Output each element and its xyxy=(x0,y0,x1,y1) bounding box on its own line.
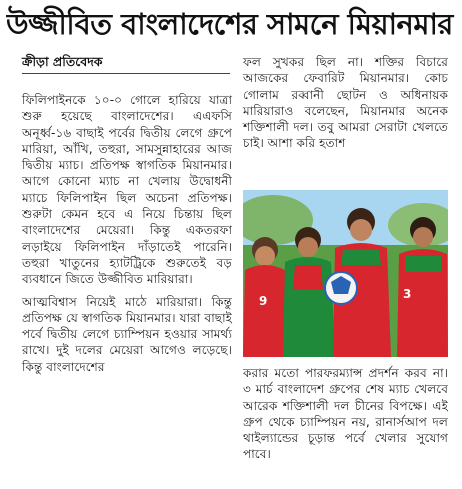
byline-divider xyxy=(22,73,230,74)
paragraph-1: ফিলিপাইনকে ১০-০ গোলে হারিয়ে যাত্রা শুরু হয়েছে বাংলাদেশের। এএফসি অনূর্ধ্ব-১৬ বাছাই পর্বের দ্বিতীয় লেগে গ্রুপে মারিয়া, আঁখি, তহুরা, সামসুন্নাহারের আজ দ্বিতীয় ম্যাচ। প্রতিপক্ষ স্বাগতিক মিয়ানমার। আগে কোনো ম্যাচ না খেলায় উদ্বোধনী ম্যাচে ফিলিপাইন ছিল অচেনা প্রতিপক্ষ। শুরুটা কেমন হবে এ নিয়ে চিন্তায় ছিল বাংলাদেশের মেয়েরা। কিন্তু একতরফা লড়াইয়ে ফিলিপাইন দাঁড়াতেই পারেনি। তহুরা খাতুনের হ্যাটট্রিকে শুরুতেই বড় ব্যবধানে জিতে উজ্জীবিত মারিয়ারা। xyxy=(22,93,232,287)
svg-text:9: 9 xyxy=(259,294,268,308)
paragraph-4: করার মতো পারফরম্যান্স প্রদর্শন করব না। ৩ মার্চ বাংলাদেশ গ্রুপের শেষ ম্যাচ খেলবে আরেক শক্তিশালী দল চীনের বিপক্ষে। এই গ্রুপ থেকে চ্যাম্পিয়ন নয়, রানার্সআপ দল থাইল্যান্ডের চূড়ান্ত পর্বে খেলার সুযোগ পাবে। xyxy=(243,366,448,462)
paragraph-3: ফল সুখকর ছিল না। শক্তির বিচারে আজকের ফেবারিট মিয়ানমার। কোচ গোলাম রব্বানী ছোটন ও অধিনায়ক মারিয়ারাও বলেছেন, মিয়ানমার অনেক শক্তিশালী দল। তবু আমরা সেরাটা খেলতে চাই। আশা করি হতাশ xyxy=(243,55,448,151)
paragraph-2: আত্মবিশ্বাস নিয়েই মাঠে মারিয়ারা। কিন্তু প্রতিপক্ষ যে স্বাগতিক মিয়ানমার। যারা বাছাই পর্বে দ্বিতীয় লেগে চ্যাম্পিয়ন হওয়ার সামর্থ্য রাখে। দুই দলের মেয়েরা আগেও লড়েছে। কিন্তু বাংলাদেশের xyxy=(22,294,232,374)
right-column-top xyxy=(243,54,448,152)
right-column-bottom xyxy=(243,365,448,463)
byline: ক্রীড়া প্রতিবেদক xyxy=(22,54,103,69)
team-photo-illustration xyxy=(243,190,448,357)
team-photo xyxy=(243,190,448,357)
svg-text:3: 3 xyxy=(403,287,412,301)
headline: উজ্জীবিত বাংলাদেশের সামনে মিয়ানমার xyxy=(6,7,453,41)
left-column xyxy=(22,92,232,375)
